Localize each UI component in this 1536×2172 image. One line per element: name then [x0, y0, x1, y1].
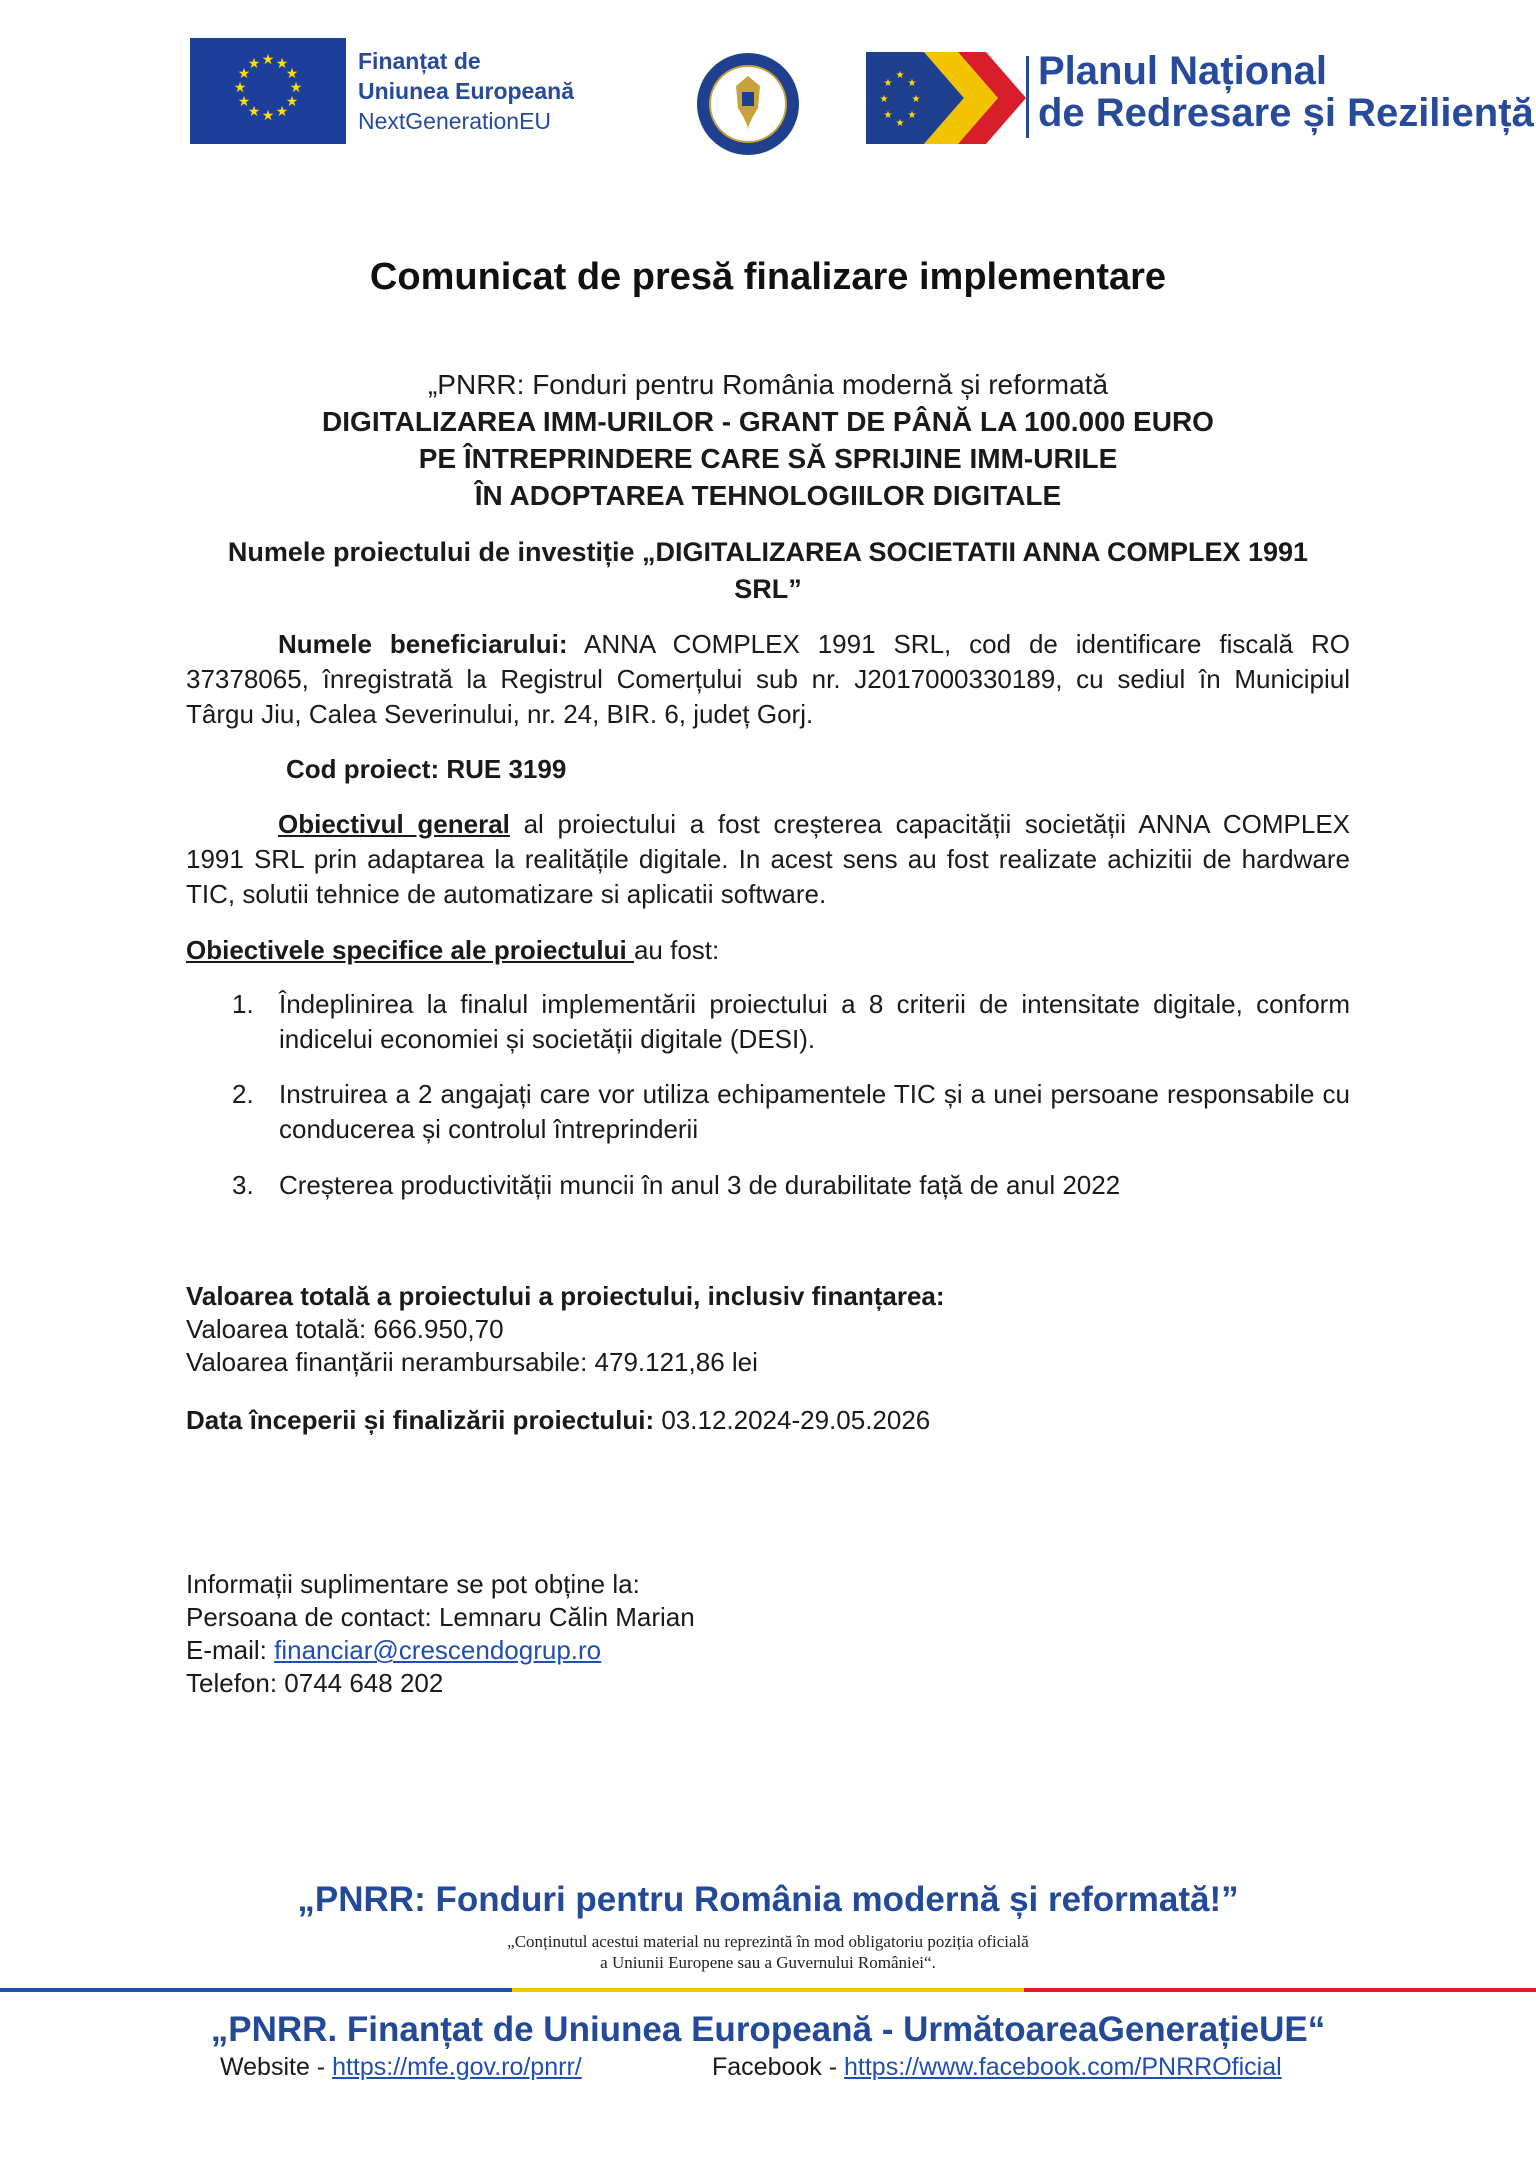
facebook-link[interactable]: https://www.facebook.com/PNRROficial — [844, 2053, 1282, 2081]
footer-slogan: „PNRR: Fonduri pentru România modernă și reformată!” — [297, 1880, 1239, 1919]
eu-text-line: Uniunea Europeană — [358, 78, 574, 104]
project-name-line: SRL” — [734, 574, 802, 604]
specific-objectives-label: Obiectivele specifice ale proiectului — [186, 935, 634, 965]
tricolor-divider — [0, 1988, 1536, 1992]
page-title: Comunicat de presă finalizare implementare — [369, 256, 1167, 298]
eu-funding-text — [358, 46, 574, 136]
measure-line: PE ÎNTREPRINDERE CARE SĂ SPRIJINE IMM-URILE — [418, 443, 1118, 474]
pnrr-flag-arrow-icon — [866, 48, 1026, 148]
beneficiary-label: Numele beneficiarului: — [278, 629, 568, 659]
svg-text:★: ★ — [261, 108, 275, 124]
measure-line: DIGITALIZAREA IMM-URILOR - GRANT DE PÂNĂ LA 100.000 EURO — [322, 406, 1214, 437]
email-link[interactable]: financiar@crescendogrup.ro — [274, 1635, 602, 1665]
beneficiary-text: ANNA COMPLEX 1991 SRL, cod de identificare fiscală RO 37378065, înregistrată la Registrul Comerțului sub nr. J2017000330189, cu sediul în Municipiul Târgu Jiu, Calea Severinului, nr. 24, BIR. 6, județ Gorj. — [186, 629, 1350, 729]
general-objective-label: Obiectivul general — [278, 809, 510, 839]
email-label: E-mail: — [186, 1635, 275, 1665]
list-number: 3. — [232, 1170, 254, 1200]
contact-phone: Telefon: 0744 648 202 — [186, 1668, 444, 1698]
list-item — [186, 987, 1350, 1057]
website-link[interactable]: https://mfe.gov.ro/pnrr/ — [332, 2053, 582, 2081]
svg-text:★: ★ — [275, 56, 289, 72]
eu-flag-logo — [190, 38, 346, 144]
svg-text:★: ★ — [895, 118, 905, 129]
svg-text:★: ★ — [289, 80, 303, 96]
program-block — [186, 366, 1350, 514]
footer-funded-text: „PNRR. Finanțat de Uniunea Europeană - UrmătoareaGenerațieUE“ — [210, 2010, 1326, 2049]
svg-text:★: ★ — [247, 56, 261, 72]
project-name — [186, 534, 1350, 608]
program-line: „PNRR: Fonduri pentru România modernă și reformată — [427, 369, 1109, 400]
facebook-label: Facebook - — [712, 2053, 845, 2081]
svg-text:★: ★ — [879, 94, 889, 105]
dates-value: 03.12.2024-29.05.2026 — [654, 1405, 931, 1435]
project-code: Cod proiect: RUE 3199 — [286, 754, 567, 784]
svg-text:★: ★ — [233, 80, 247, 96]
svg-text:★: ★ — [883, 78, 893, 89]
logo-divider — [1026, 56, 1029, 138]
svg-text:★: ★ — [275, 104, 289, 120]
disclaimer — [0, 1931, 1536, 1973]
svg-text:★: ★ — [285, 66, 299, 82]
svg-text:★: ★ — [911, 94, 921, 105]
measure-line: ÎN ADOPTAREA TEHNOLOGIILOR DIGITALE — [474, 480, 1062, 511]
svg-text:★: ★ — [237, 94, 251, 110]
beneficiary-paragraph — [186, 627, 1350, 732]
project-name-line: Numele proiectului de investiție „DIGITALIZAREA SOCIETATII ANNA COMPLEX 1991 — [227, 537, 1309, 567]
general-objective-paragraph — [186, 807, 1350, 912]
svg-text:★: ★ — [237, 66, 251, 82]
list-text: Instruirea a 2 angajați care vor utiliza echipamentele TIC și a unei persoane responsabile cu conducerea și controlul întreprinderii — [279, 1079, 1350, 1144]
pnrr-title — [1038, 50, 1534, 134]
list-item — [186, 1168, 1350, 1203]
grant-value: Valoarea finanțării nerambursabile: 479.121,86 lei — [186, 1347, 758, 1377]
svg-text:★: ★ — [907, 110, 917, 121]
eu-text-line: NextGenerationEU — [358, 108, 552, 134]
project-value-block — [186, 1280, 1350, 1379]
website-label: Website - — [220, 2053, 333, 2081]
pnrr-title-line: de Redresare și Reziliență — [1038, 91, 1534, 135]
general-objective-text: al proiectului a fost creșterea capacității societății ANNA COMPLEX 1991 SRL prin adaptarea la realitățile digitale. In acest sens au fost realizate achizitii de hardware TIC, solutii tehnice de automatizare si aplicatii software. — [186, 809, 1350, 909]
website-link-row — [220, 2053, 582, 2082]
svg-text:★: ★ — [907, 78, 917, 89]
list-text: Îndeplinirea la finalul implementării proiectului a 8 criterii de intensitate digitale, conform indicelui economiei și societății digitale (DESI). — [279, 989, 1350, 1054]
value-heading: Valoarea totală a proiectului a proiectului, inclusiv finanțarea: — [186, 1281, 945, 1311]
svg-text:★: ★ — [261, 52, 275, 68]
disclaimer-line: a Uniunii Europene sau a Guvernului României“. — [600, 1953, 936, 1972]
list-number: 1. — [232, 989, 254, 1019]
list-text: Creșterea productivității muncii în anul 3 de durabilitate față de anul 2022 — [279, 1170, 1121, 1200]
specific-objectives-suffix: au fost: — [633, 935, 720, 965]
dates-label: Data începerii și finalizării proiectului: — [186, 1405, 655, 1435]
romanian-coat-of-arms-icon — [694, 50, 802, 158]
pnrr-logo — [866, 48, 1026, 148]
svg-text:★: ★ — [285, 94, 299, 110]
government-seal-logo — [694, 50, 802, 158]
list-number: 2. — [232, 1079, 254, 1109]
contact-person: Persoana de contact: Lemnaru Călin Marian — [186, 1602, 695, 1632]
disclaimer-line: „Conținutul acestui material nu reprezintă în mod obligatoriu poziția oficială — [507, 1932, 1029, 1951]
eu-stars-icon — [190, 38, 346, 144]
list-item — [186, 1077, 1350, 1147]
contact-block — [186, 1568, 1350, 1700]
facebook-link-row — [712, 2053, 1282, 2082]
svg-text:★: ★ — [895, 70, 905, 81]
contact-email — [186, 1634, 1350, 1667]
svg-text:★: ★ — [247, 104, 261, 120]
project-dates — [186, 1404, 1350, 1437]
pnrr-title-line: Planul Național — [1038, 49, 1327, 93]
svg-text:★: ★ — [883, 110, 893, 121]
eu-text-line: Finanțat de — [358, 48, 481, 74]
contact-intro: Informații suplimentare se pot obține la: — [186, 1569, 640, 1599]
total-value: Valoarea totală: 666.950,70 — [186, 1314, 504, 1344]
specific-objectives-heading — [186, 934, 1350, 967]
